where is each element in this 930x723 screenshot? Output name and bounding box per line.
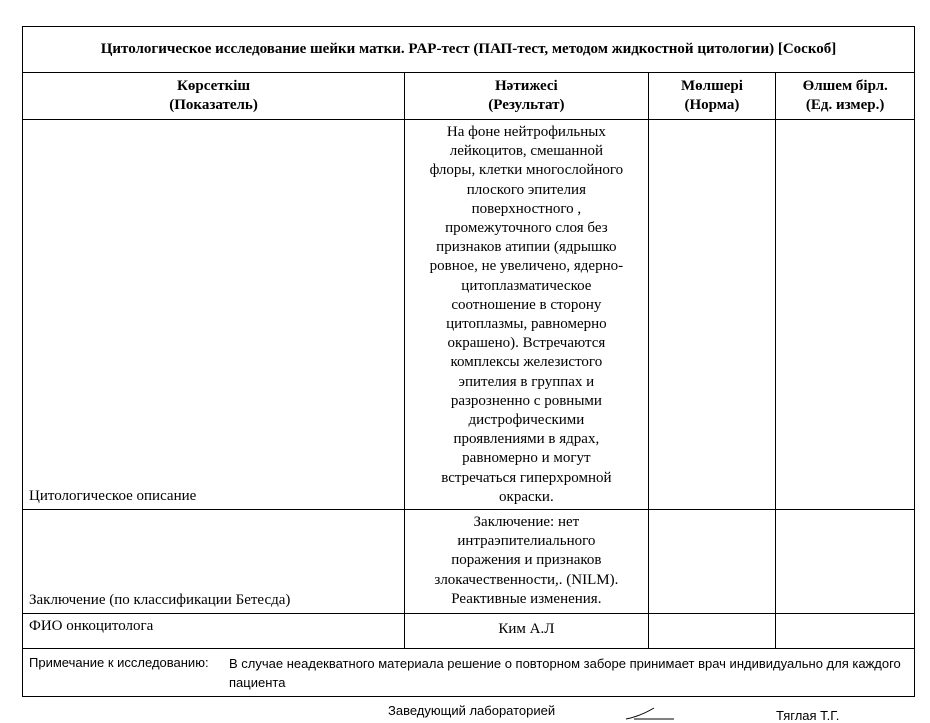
table-row-cytology — [23, 120, 914, 510]
row-result: Ким А.Л — [405, 614, 648, 648]
header-result — [405, 73, 648, 119]
note-text: В случае неадекватного материала решение о повторном заборе принимает врач индивидуально для каждого пациента — [229, 656, 901, 690]
header-indicator-kz: Көрсеткіш — [177, 78, 251, 94]
row-norm — [649, 120, 777, 509]
table-row-conclusion — [23, 510, 914, 614]
head-of-lab-name: Тяглая Т.Г. — [776, 708, 840, 723]
row-result: На фоне нейтрофильных лейкоцитов, смешанной флоры, клетки многослойного плоского эпителия поверхностного , промежуточного слоя без признаков атипии (ядрышко ровное, не увеличено, ядерно- цитоплазматическое соотношение в сторону цитоплазмы, равномерно окрашено). Встречаются комплексы железистого эпителия в группах и разрозненно с ровными дистрофическими проявлениями в ядрах, равномерно и могут встречаться гиперхромной окраски. — [405, 120, 648, 509]
signature-mark — [622, 706, 682, 720]
header-unit — [776, 73, 914, 119]
head-of-lab-label: Заведующий лабораторией — [388, 703, 556, 718]
row-unit — [776, 614, 914, 648]
header-indicator — [23, 73, 405, 119]
row-label: Цитологическое описание — [23, 120, 405, 509]
row-unit — [776, 120, 914, 509]
header-norm — [649, 73, 777, 119]
header-unit-kz: Өлшем бірл. — [802, 78, 888, 94]
header-result-kz: Нәтижесі — [495, 78, 558, 94]
table-header — [23, 73, 914, 120]
header-result-ru: (Результат) — [488, 97, 565, 114]
header-norm-kz: Мөлшері — [681, 78, 743, 94]
report-title: Цитологическое исследование шейки матки. PAP-тест (ПАП-тест, методом жидкостной цитологии) [Соскоб] — [23, 27, 914, 73]
note-box — [22, 648, 915, 697]
note-label: Примечание к исследованию: — [29, 655, 209, 670]
header-norm-ru: (Норма) — [684, 97, 740, 114]
row-norm — [649, 614, 777, 648]
row-label: Заключение (по классификации Бетесда) — [23, 510, 405, 613]
row-unit — [776, 510, 914, 613]
header-indicator-ru: (Показатель) — [169, 97, 258, 114]
row-label: ФИО онкоцитолога — [23, 614, 405, 648]
row-result: Заключение: нет интраэпителиального поражения и признаков злокачественности,. (NILM). Реактивные изменения. — [405, 510, 648, 613]
report-table — [22, 26, 915, 649]
table-row-cytologist — [23, 614, 914, 648]
header-unit-ru: (Ед. измер.) — [805, 97, 885, 114]
row-norm — [649, 510, 777, 613]
